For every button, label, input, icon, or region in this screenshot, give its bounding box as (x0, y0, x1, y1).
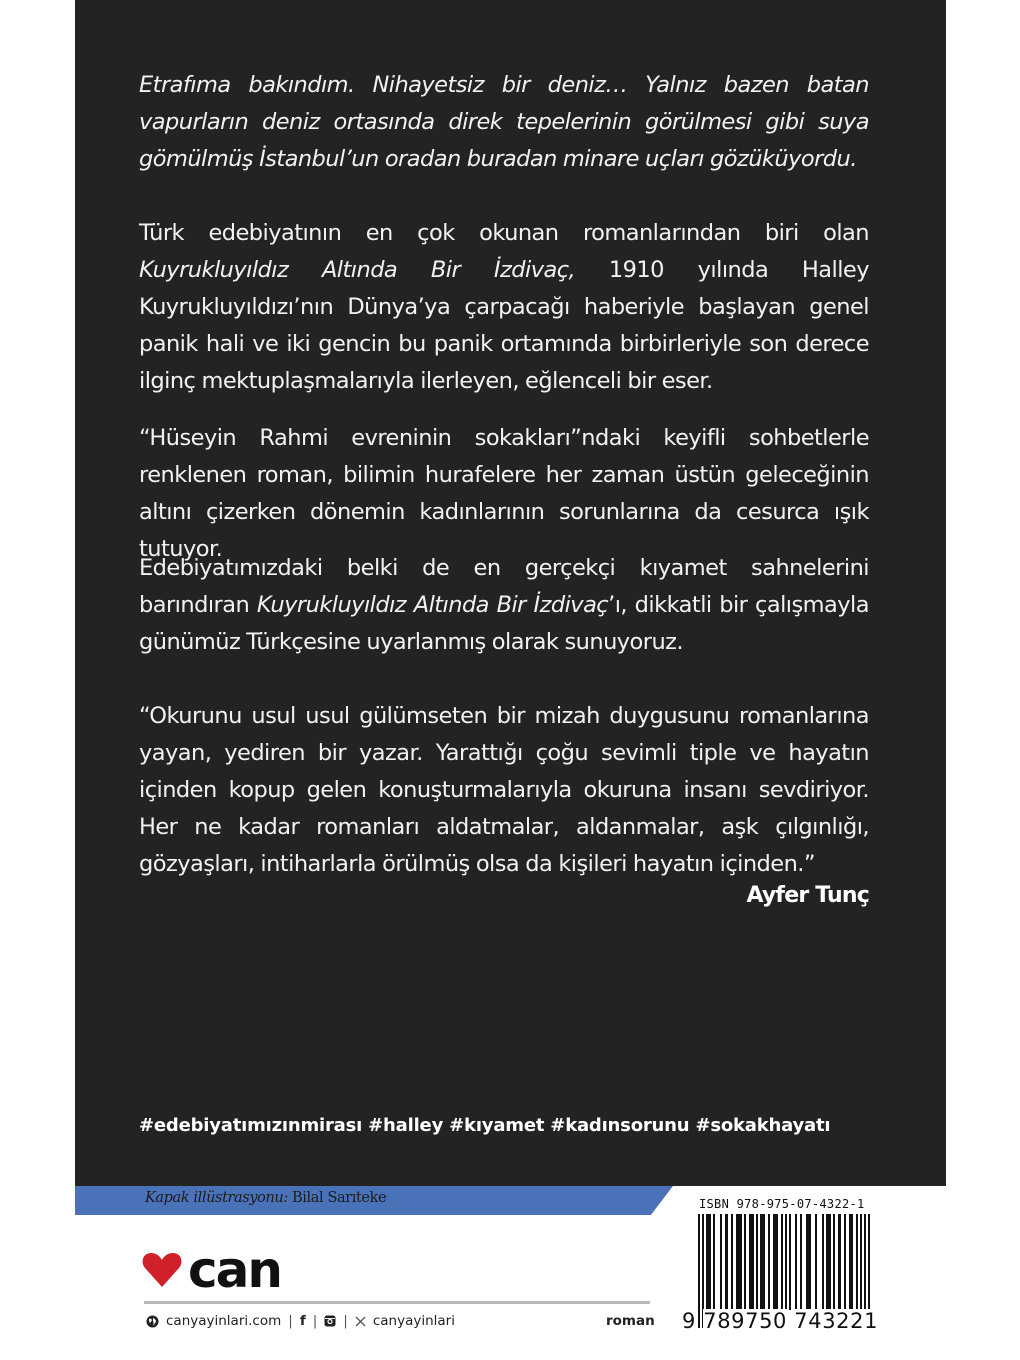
publisher-logo (142, 1241, 281, 1299)
edebiyat-paragraph (139, 550, 869, 661)
book-title-italic: Kuyrukluyıldız Altında Bir İzdivaç, (139, 257, 576, 283)
barcode-digits (682, 1309, 878, 1333)
globe-icon (146, 1315, 159, 1328)
quote-text: “Okurunu usul usul gülümseten bir mizah duygusunu romanlarına yayan, yediren bir yazar. Yarattığı çoğu sevimli tiple ve hayatın içinden kopup gelen konuşturmalarıyla okuruna insanı sevdiriyor. Her ne kadar romanları aldatmalar, aldanmalar, aşk çılgınlığı, gözyaşları, intiharlarla örülmüş olsa da kişileri hayatın içinden.” (139, 703, 869, 877)
separator: | (288, 1313, 293, 1329)
genre-label: roman (606, 1313, 655, 1329)
blurb-quote (139, 698, 869, 883)
rahmi-text: “Hüseyin Rahmi evreninin sokakları”ndaki keyifli sohbetlerle renklenen roman, bilimin hurafelere her zaman üstün geleceğinin altını çizerken dönemin kadınlarının sorunlarına da cesurca ışık tutuyor. (139, 425, 869, 562)
intro-text-part1: Türk edebiyatının en çok okunan romanlarından biri olan (139, 220, 869, 246)
isbn-label: ISBN 978-975-07-4322-1 (699, 1197, 865, 1211)
barcode-digits-left: 789750 (703, 1309, 788, 1333)
barcode-digits-right: 743221 (794, 1309, 879, 1333)
illustration-credit (145, 1190, 386, 1206)
credit-name: Bilal Sarıteke (287, 1190, 387, 1206)
barcode-digit-first: 9 (682, 1309, 696, 1333)
rahmi-paragraph (139, 420, 869, 568)
facebook-icon[interactable]: f (299, 1313, 306, 1329)
edebiyat-text-part2: ’ı, dikkatli bir çalışmayla günümüz Türkçesine uyarlanmış olarak sunuyoruz. (139, 592, 869, 655)
excerpt-text: Etrafıma bakındım. Nihayetsiz bir deniz… Yalnız bazen batan vapurların deniz ortasında direk tepelerinin görülmesi gibi suya gömülmüş İstanbul’un oradan buradan minare uçları gözüküyordu. (139, 72, 869, 172)
logo-wordmark: can (188, 1241, 281, 1299)
edebiyat-text-part1: Edebiyatımızdaki belki de en gerçekçi kıyamet sahnelerini barındıran (139, 555, 869, 618)
heart-icon (142, 1252, 182, 1288)
credit-label: Kapak illüstrasyonu: (145, 1190, 288, 1206)
publisher-links (146, 1313, 455, 1329)
intro-paragraph (139, 215, 869, 400)
book-title-italic: Kuyrukluyıldız Altında Bir İzdivaç (256, 592, 609, 618)
x-icon[interactable] (355, 1316, 366, 1327)
social-handle[interactable]: canyayinlari (372, 1313, 455, 1329)
intro-text-part2: 1910 yılında Halley Kuyrukluyıldızı’nın Dünya’ya çarpacağı haberiyle başlayan genel panik hali ve iki gencin bu panik ortamında birbirleriyle son derece ilginç mektuplaşmalarıyla ilerleyen, eğlenceli bir eser. (139, 257, 869, 394)
separator: | (312, 1313, 318, 1329)
excerpt-paragraph (139, 67, 869, 178)
separator: | (343, 1313, 348, 1329)
footer-divider (144, 1301, 650, 1304)
intro-text (139, 215, 869, 400)
hashtags: #edebiyatımızınmirası #halley #kıyamet #kadınsorunu #sokakhayatı (139, 1115, 831, 1136)
quote-author: Ayfer Tunç (746, 883, 869, 908)
edebiyat-text (139, 550, 869, 661)
website-link[interactable]: canyayinlari.com (166, 1313, 282, 1329)
instagram-icon[interactable] (324, 1315, 336, 1327)
